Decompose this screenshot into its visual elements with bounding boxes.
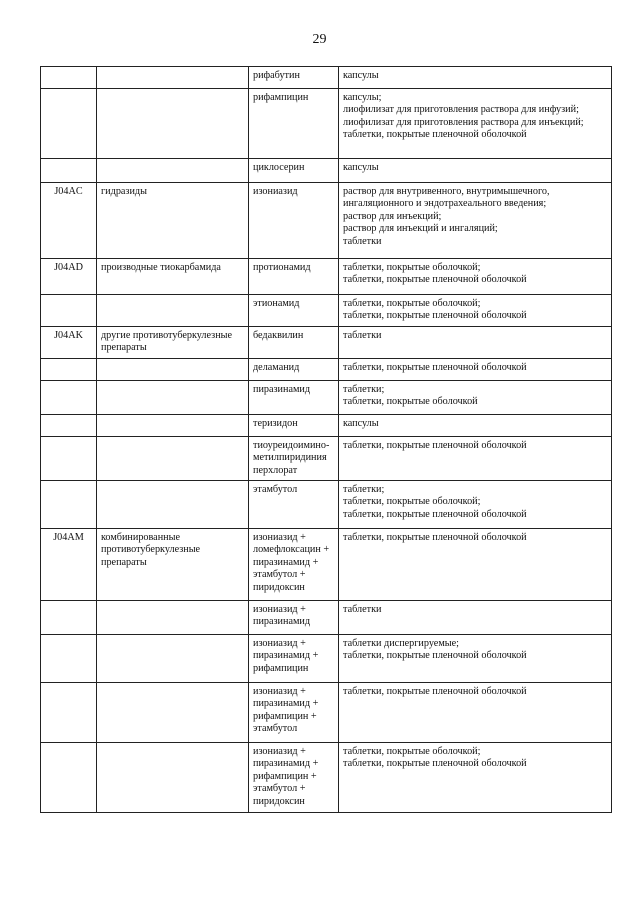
drug-name-cell: этионамид [249, 295, 339, 327]
dosage-form-cell: таблетки диспергируемые; таблетки, покрытые пленочной оболочкой [339, 635, 612, 683]
table-row [41, 683, 612, 743]
dosage-form-cell: таблетки, покрытые пленочной оболочкой [339, 529, 612, 601]
atc-code-cell [41, 295, 97, 327]
group-name-cell [97, 414, 249, 436]
atc-code-cell [41, 601, 97, 635]
table-row [41, 529, 612, 601]
group-name-cell [97, 380, 249, 414]
atc-code-cell [41, 683, 97, 743]
table-row [41, 183, 612, 259]
atc-code-cell [41, 67, 97, 89]
table-row [41, 67, 612, 89]
atc-code-cell [41, 358, 97, 380]
dosage-form-cell: капсулы [339, 67, 612, 89]
atc-code-cell [41, 414, 97, 436]
dosage-form-cell: таблетки; таблетки, покрытые оболочкой [339, 380, 612, 414]
table-row [41, 414, 612, 436]
dosage-form-cell: таблетки, покрытые оболочкой; таблетки, покрытые пленочной оболочкой [339, 295, 612, 327]
drug-name-cell: изониазид + пиразинамид + рифампицин + этамбутол [249, 683, 339, 743]
dosage-form-cell: таблетки, покрытые пленочной оболочкой [339, 436, 612, 480]
table-row [41, 380, 612, 414]
drug-name-cell: рифампицин [249, 89, 339, 159]
atc-code-cell: J04AM [41, 529, 97, 601]
dosage-form-cell: таблетки [339, 327, 612, 359]
group-name-cell [97, 481, 249, 529]
group-name-cell [97, 635, 249, 683]
group-name-cell [97, 601, 249, 635]
dosage-form-cell: таблетки, покрытые пленочной оболочкой [339, 358, 612, 380]
group-name-cell [97, 743, 249, 813]
group-name-cell [97, 358, 249, 380]
atc-code-cell: J04AK [41, 327, 97, 359]
dosage-form-cell: раствор для внутривенного, внутримышечного, ингаляционного и эндотрахеального введения; раствор для инъекций; раствор для инъекций и ингаляций; таблетки [339, 183, 612, 259]
group-name-cell [97, 159, 249, 183]
atc-code-cell: J04AC [41, 183, 97, 259]
dosage-form-cell: капсулы [339, 159, 612, 183]
drug-name-cell: деламанид [249, 358, 339, 380]
table-row [41, 259, 612, 295]
group-name-cell [97, 89, 249, 159]
drug-name-cell: изониазид + пиразинамид + рифампицин [249, 635, 339, 683]
atc-code-cell: J04AD [41, 259, 97, 295]
drug-name-cell: бедаквилин [249, 327, 339, 359]
dosage-form-cell: таблетки, покрытые оболочкой; таблетки, покрытые пленочной оболочкой [339, 743, 612, 813]
group-name-cell [97, 67, 249, 89]
table-row [41, 327, 612, 359]
drug-name-cell: изониазид + ломефлоксацин + пиразинамид + этамбутол + пиридоксин [249, 529, 339, 601]
group-name-cell: гидразиды [97, 183, 249, 259]
table-row [41, 481, 612, 529]
drug-name-cell: рифабутин [249, 67, 339, 89]
table-row [41, 436, 612, 480]
atc-code-cell [41, 159, 97, 183]
atc-code-cell [41, 436, 97, 480]
group-name-cell: производные тиокарбамида [97, 259, 249, 295]
drug-name-cell: тиоуреидоимино-метилпиридиния перхлорат [249, 436, 339, 480]
table-body [41, 67, 612, 813]
table-row [41, 89, 612, 159]
atc-code-cell [41, 380, 97, 414]
group-name-cell: комбинированные противотуберкулезные препараты [97, 529, 249, 601]
drug-name-cell: циклосерин [249, 159, 339, 183]
medications-table [40, 66, 612, 813]
dosage-form-cell: таблетки [339, 601, 612, 635]
drug-name-cell: теризидон [249, 414, 339, 436]
table-row [41, 159, 612, 183]
atc-code-cell [41, 89, 97, 159]
dosage-form-cell: таблетки; таблетки, покрытые оболочкой; таблетки, покрытые пленочной оболочкой [339, 481, 612, 529]
drug-name-cell: изониазид + пиразинамид [249, 601, 339, 635]
drug-name-cell: изониазид + пиразинамид + рифампицин + этамбутол + пиридоксин [249, 743, 339, 813]
group-name-cell: другие противотуберкулезные препараты [97, 327, 249, 359]
drug-name-cell: протионамид [249, 259, 339, 295]
drug-name-cell: изониазид [249, 183, 339, 259]
dosage-form-cell: таблетки, покрытые пленочной оболочкой [339, 683, 612, 743]
table-row [41, 601, 612, 635]
dosage-form-cell: капсулы [339, 414, 612, 436]
table-row [41, 635, 612, 683]
atc-code-cell [41, 481, 97, 529]
group-name-cell [97, 436, 249, 480]
dosage-form-cell: капсулы; лиофилизат для приготовления раствора для инфузий; лиофилизат для приготовления раствора для инъекций; таблетки, покрытые пленочной оболочкой [339, 89, 612, 159]
drug-name-cell: этамбутол [249, 481, 339, 529]
table-row [41, 295, 612, 327]
atc-code-cell [41, 743, 97, 813]
atc-code-cell [41, 635, 97, 683]
group-name-cell [97, 683, 249, 743]
drug-name-cell: пиразинамид [249, 380, 339, 414]
dosage-form-cell: таблетки, покрытые оболочкой; таблетки, покрытые пленочной оболочкой [339, 259, 612, 295]
group-name-cell [97, 295, 249, 327]
table-row [41, 358, 612, 380]
page-number: 29 [312, 32, 327, 47]
table-row [41, 743, 612, 813]
